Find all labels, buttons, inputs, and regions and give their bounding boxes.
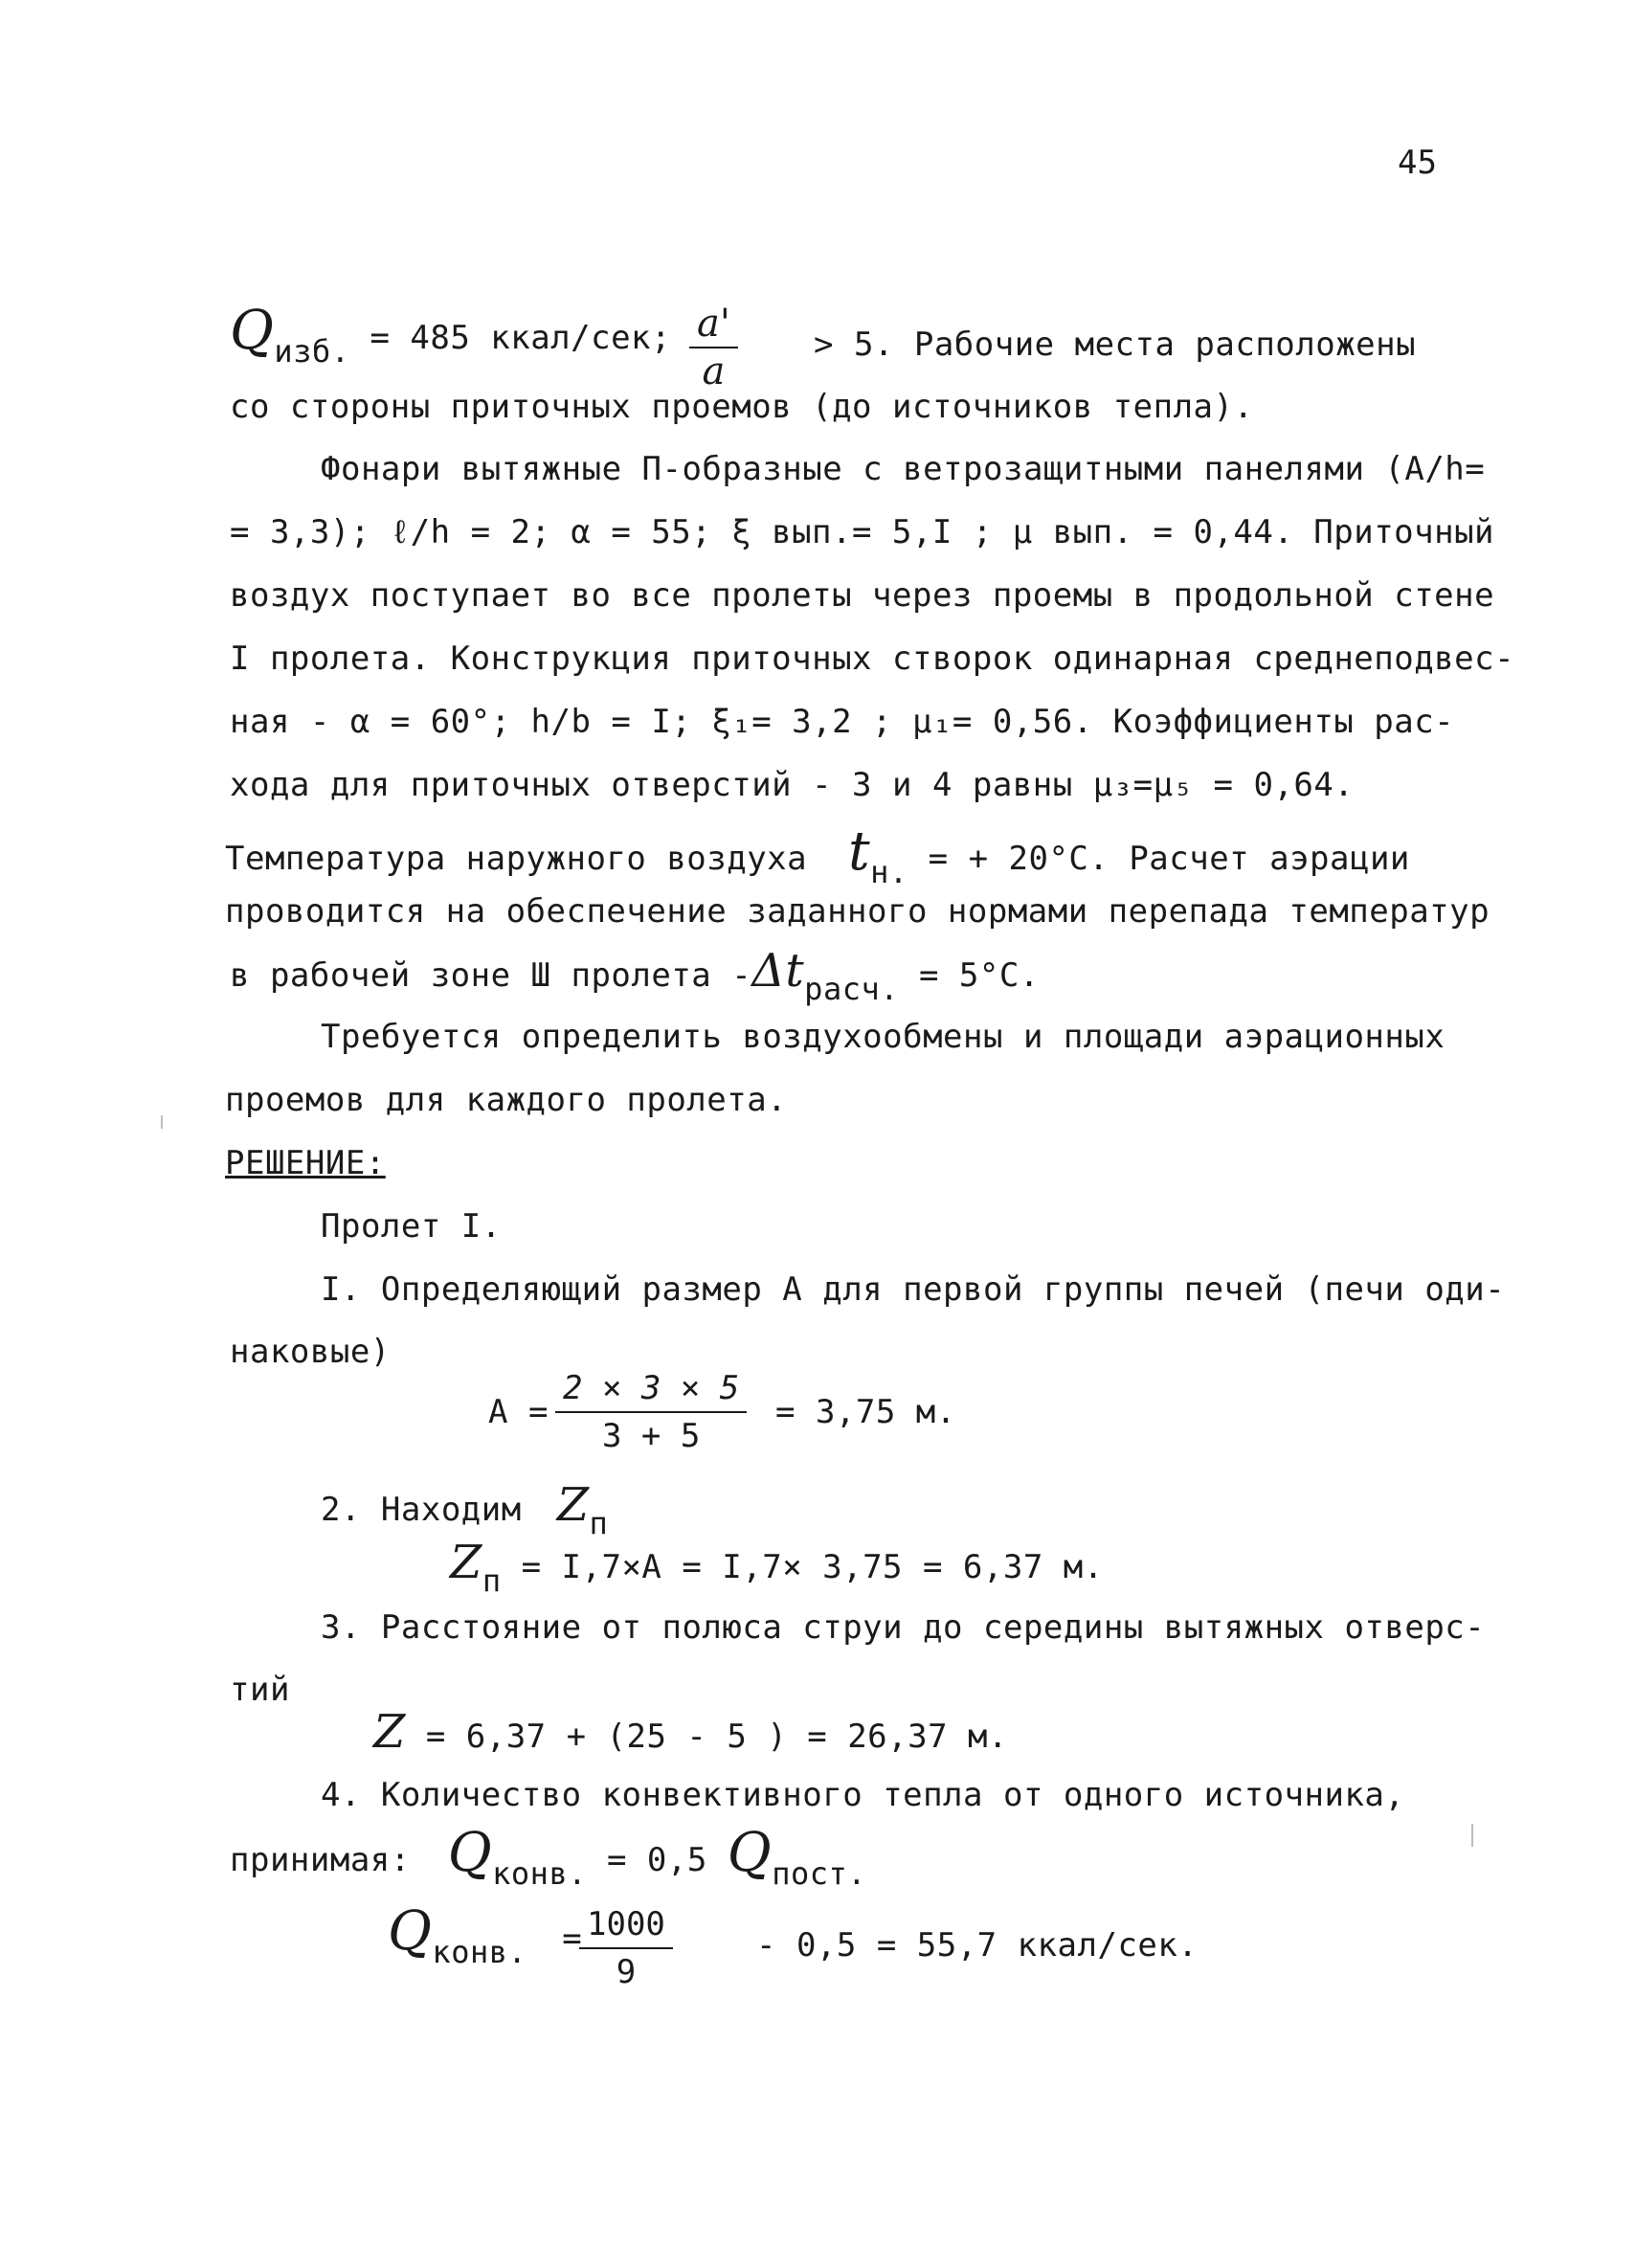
line-13: проемов для каждого пролета. (225, 1081, 788, 1119)
line-3: Фонари вытяжные П-образные с ветрозащитными панелями (A/h= (321, 450, 1486, 488)
z-symbol: Z (556, 1478, 590, 1532)
step-2 (321, 1478, 609, 1541)
section-heading: РЕШЕНИЕ: (225, 1144, 386, 1182)
line-8: хода для приточных отверстий - 3 и 4 равны μ₃=μ₅ = 0,64. (230, 766, 1355, 804)
z-subscript: п (589, 1505, 609, 1541)
q-subscript: изб. (274, 333, 350, 370)
line-11-text: в рабочей зоне Ш пролета - (230, 956, 752, 995)
z-symbol-eq3: Z (373, 1705, 406, 1759)
page-number: 45 (1398, 144, 1437, 182)
delta-t-symbol: Δt (751, 944, 805, 998)
q-konv-subscript-eq: конв. (432, 1934, 527, 1970)
q-symbol: Q (230, 300, 275, 362)
equation-a-fraction (555, 1369, 747, 1455)
q-konv-subscript: конв. (492, 1855, 587, 1892)
q-post-subscript: пост. (772, 1855, 867, 1892)
equation-4-lhs (388, 1900, 583, 1970)
step-4: 4. Количество конвективного тепла от одного источника, (321, 1776, 1405, 1814)
line-11-end: = 5°С. (899, 956, 1040, 995)
equation-a-lhs: A = (488, 1393, 549, 1431)
q-post-symbol: Q (727, 1822, 773, 1884)
line-5: воздух поступает во все пролеты через проемы в продольной стене (230, 576, 1495, 615)
line-9 (225, 820, 1410, 890)
q-konv-symbol: Q (447, 1822, 493, 1884)
step-1-cont: наковые) (230, 1333, 391, 1371)
step-3-cont: тий (230, 1671, 290, 1709)
equation-4-denominator: 9 (579, 1947, 673, 1991)
equation-a-denominator: 3 + 5 (555, 1411, 747, 1455)
equation-4-rhs: - 0,5 = 55,7 ккал/сек. (756, 1926, 1199, 1965)
line-2: со стороны приточных проемов (до источников тепла). (230, 388, 1254, 426)
line-11 (230, 944, 1040, 1007)
span-title: Пролет I. (321, 1207, 502, 1246)
q-konv-symbol-eq: Q (388, 1900, 433, 1963)
delta-t-subscript: расч. (804, 971, 899, 1007)
ratio-denominator: a (689, 347, 738, 391)
z-subscript-eq: п (482, 1562, 502, 1599)
line-10: проводится на обеспечение заданного нормами перепада температур (225, 892, 1490, 931)
equation-2 (450, 1536, 1104, 1599)
scan-mark-right (1471, 1824, 1473, 1847)
ratio-fraction (689, 304, 738, 391)
line-4: = 3,3); ℓ/h = 2; α = 55; ξ вып.= 5,I ; μ вып. = 0,44. Приточный (230, 513, 1495, 551)
equation-2-text: = I,7×A = I,7× 3,75 = 6,37 м. (501, 1548, 1104, 1586)
z-symbol-eq: Z (450, 1536, 482, 1589)
step-1: I. Определяющий размер A для первой группы печей (печи оди- (321, 1270, 1506, 1309)
step-4-assume: принимая: (230, 1841, 411, 1879)
scan-mark-left (161, 1115, 163, 1129)
t-subscript: н. (870, 854, 908, 890)
equation-4-equals: = (562, 1920, 583, 1958)
line-12: Требуется определить воздухообмены и площади аэрационных (321, 1018, 1446, 1056)
equation-4-numerator: 1000 (587, 1905, 665, 1943)
equation-3-text: = 6,37 + (25 - 5 ) = 26,37 м. (405, 1718, 1008, 1756)
equation-a-numerator: 2 × 3 × 5 (563, 1369, 740, 1407)
line-1 (230, 300, 671, 370)
ratio-numerator: a' (697, 302, 730, 346)
t-symbol: t (848, 820, 871, 883)
line-1-end: > 5. Рабочие места расположены (814, 326, 1417, 364)
step-4-mid: = 0,5 (586, 1841, 728, 1879)
line-1-text: = 485 ккал/сек; (349, 319, 671, 357)
line-9-text: Температура наружного воздуха (225, 840, 808, 878)
step-3: 3. Расстояние от полюса струи до середины вытяжных отверс- (321, 1608, 1486, 1647)
equation-a-rhs: = 3,75 м. (775, 1393, 956, 1431)
equation-4-fraction (579, 1905, 673, 1991)
line-6: I пролета. Конструкция приточных створок одинарная среднеподвес- (230, 640, 1515, 678)
line-9-end: = + 20°С. Расчет аэрации (908, 840, 1410, 878)
step-4-cont (230, 1822, 867, 1892)
step-2-text: 2. Находим (321, 1491, 522, 1529)
line-7: ная - α = 60°; h/b = I; ξ₁= 3,2 ; μ₁= 0,56. Коэффициенты рас- (230, 703, 1455, 741)
equation-3 (373, 1705, 1008, 1759)
